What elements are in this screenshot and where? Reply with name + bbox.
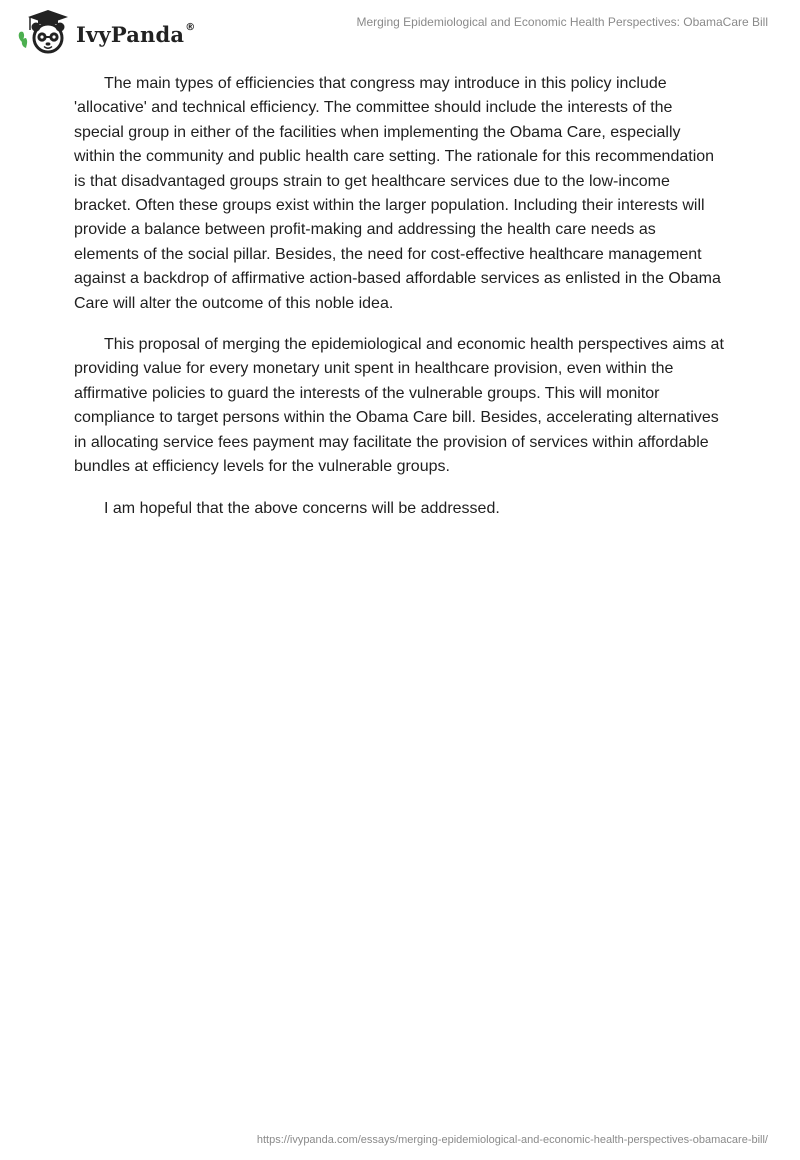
brand-logo[interactable] <box>14 8 195 56</box>
essay-body <box>74 72 724 538</box>
brand-name: IvyPanda® <box>76 21 196 47</box>
registered-mark: ® <box>185 21 196 33</box>
paragraph-2: This proposal of merging the epidemiological and economic health perspectives aims at providing value for every monetary unit spent in healthcare provision, even within the affirmative policies to guard the interests of the vulnerable groups. This will monitor compliance to target persons within the Obama Care bill. Besides, accelerating alternatives in allocating service fees payment may facilitate the provision of services within affordable bundles at efficiency levels for the vulnerable groups. <box>74 336 724 476</box>
source-url[interactable]: https://ivypanda.com/essays/merging-epidemiological-and-economic-health-perspectives-obamacare-bill/ <box>256 1134 768 1146</box>
paragraph-1: The main types of efficiencies that congress may introduce in this policy include 'allocative' and technical efficiency. The committee should include the interests of the special group in either of the facilities when implementing the Obama Care, especially within the community and public health care setting. The rationale for this recommendation is that disadvantaged groups strain to get healthcare services due to the low-income bracket. Often these groups exist within the larger population. Including their interests will provide a balance between profit-making and addressing the health care needs as elements of the social pillar. Besides, the need for cost-effective healthcare management against a backdrop of affirmative action-based affordable services as enlisted in the Obama Care will alter the outcome of this noble idea. <box>74 75 721 312</box>
panda-graduate-logo-icon <box>14 8 74 56</box>
document-title: Merging Epidemiological and Economic Health Perspectives: ObamaCare Bill <box>356 15 768 29</box>
paragraph-3: I am hopeful that the above concerns will be addressed. <box>104 499 500 517</box>
page-header <box>0 0 800 64</box>
